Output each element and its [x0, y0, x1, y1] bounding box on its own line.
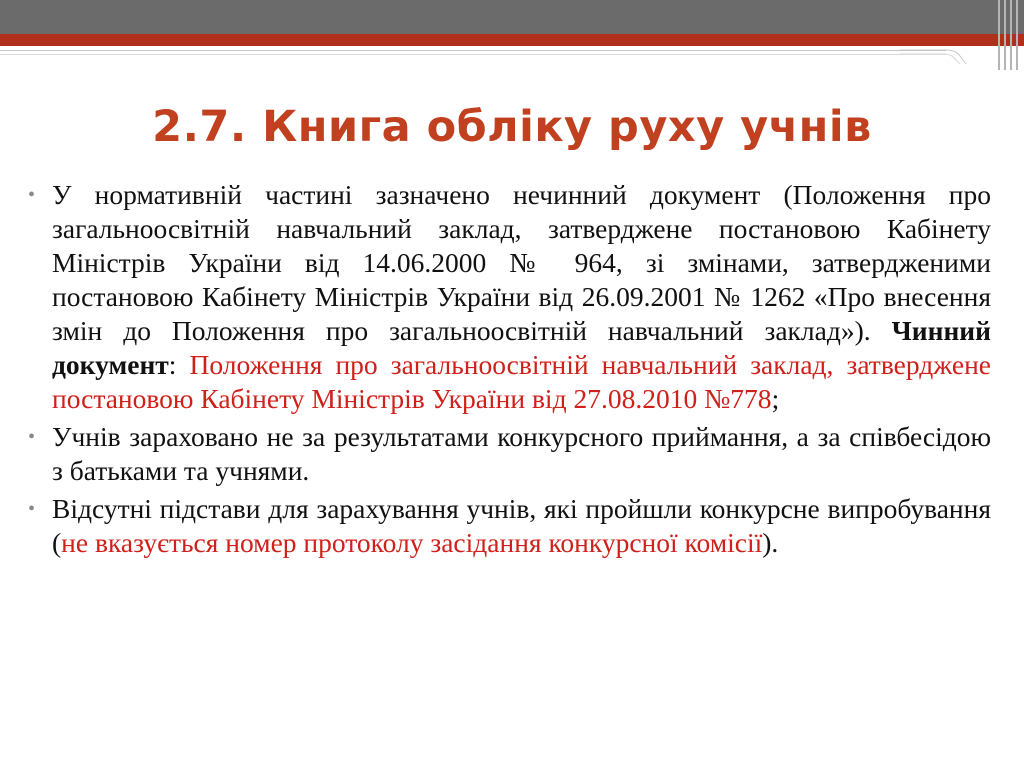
- bullet-dot-icon: •: [28, 498, 36, 520]
- accent-band: [0, 34, 1024, 46]
- bullet-text: Відсутні підстави для зарахування учнів, які пройшли конкурсне випробування (: [52, 493, 991, 558]
- bullet-list: [28, 178, 991, 564]
- bullet-item-2: [28, 420, 991, 488]
- divider-line-secondary: [0, 54, 946, 55]
- slide-title: 2.7. Книга обліку руху учнів: [152, 102, 872, 152]
- bullet-text: У нормативній частині зазначено нечинний документ (Положення про загальноосвітній навчальний заклад, затверджене постановою Кабінету Міністрів України від 14.06.2000 № 964, зі змінами, затвердженими постановою Кабінету Міністрів України від 26.09.2001 № 1262 «Про внесення змін до Положення про загальноосвітній навчальний заклад»).: [52, 179, 991, 346]
- bullet-text: Учнів зараховано не за результатами конкурсного приймання, а за співбесідою з батьками та учнями.: [52, 421, 991, 486]
- bullet-dot-icon: •: [28, 426, 36, 448]
- corner-stripes: [994, 0, 1024, 70]
- header-bar: [0, 0, 1024, 34]
- bullet-dot-icon: •: [28, 184, 36, 206]
- bullet-text: ).: [762, 527, 779, 558]
- bullet-text: ;: [771, 383, 780, 414]
- bullet-text: :: [168, 349, 190, 380]
- current-document-label: Чинний документ: [52, 315, 991, 380]
- current-document-reference: Положення про загальноосвітній навчальний заклад, затверджене постановою Кабінету Міністрів України від 27.08.2010 №778: [52, 349, 992, 414]
- corner-ornament-icon: [900, 34, 970, 64]
- bullet-item-1: [28, 178, 991, 416]
- missing-protocol-note: не вказується номер протоколу засідання конкурсної комісії: [61, 527, 763, 558]
- bullet-item-3: [28, 492, 991, 560]
- divider-line: [0, 50, 946, 51]
